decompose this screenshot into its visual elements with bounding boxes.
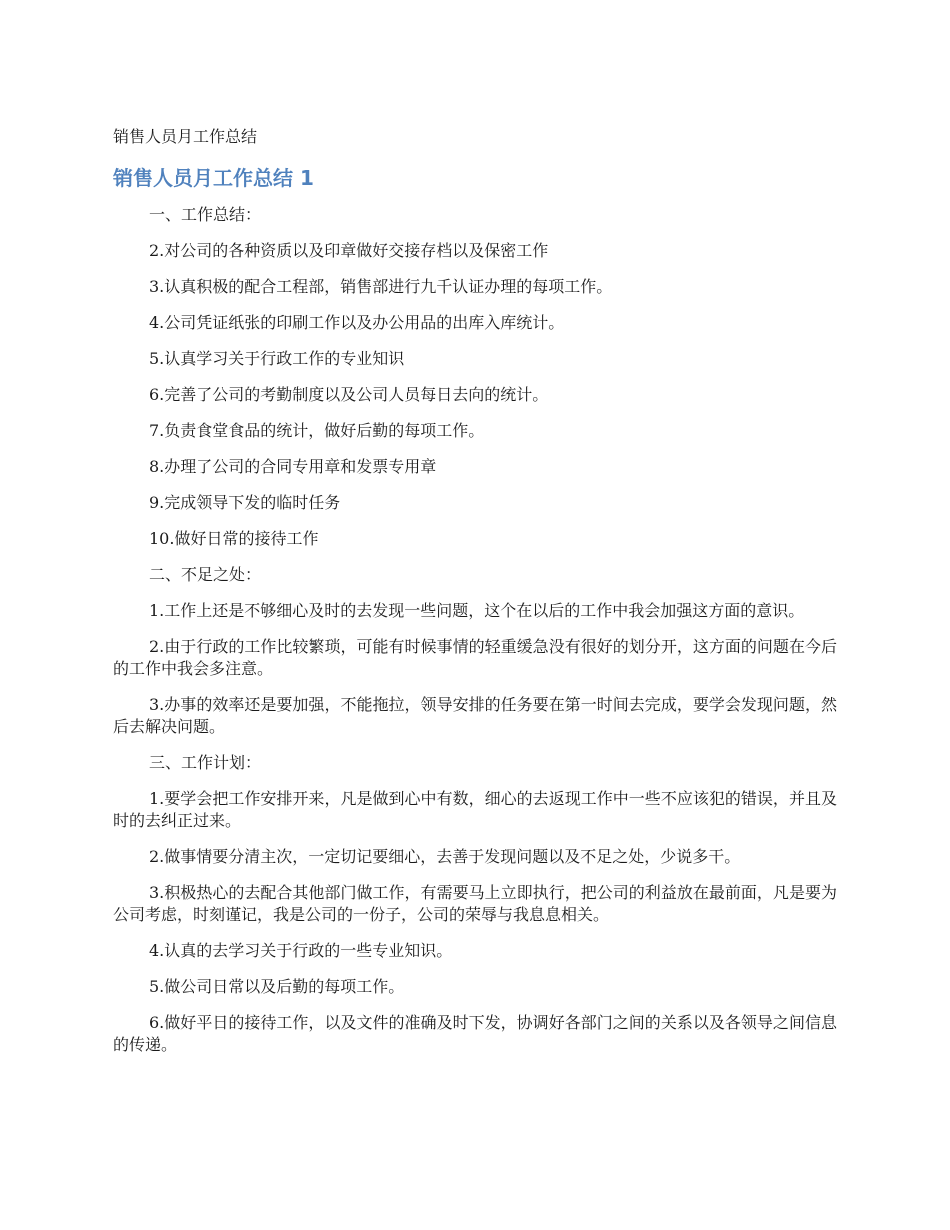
paragraph: 5.做公司日常以及后勤的每项工作。: [149, 977, 405, 996]
paragraph: 1.要学会把工作安排开来，凡是做到心中有数，细心的去返现工作中一些不应该犯的错误，并且及时的去纠正过来。: [113, 789, 837, 830]
paragraph: 3.认真积极的配合工程部，销售部进行九千认证办理的每项工作。: [149, 277, 613, 296]
paragraph: 三、工作计划：: [149, 753, 262, 772]
paragraph: 9.完成领导下发的临时任务: [149, 493, 341, 512]
paragraph: 1.工作上还是不够细心及时的去发现一些问题，这个在以后的工作中我会加强这方面的意识。: [149, 601, 805, 620]
paragraph: 一、工作总结：: [149, 205, 262, 224]
section-heading: 销售人员月工作总结 1: [113, 166, 314, 190]
paragraph: 2.由于行政的工作比较繁琐，可能有时候事情的轻重缓急没有很好的划分开，这方面的问题在今后的工作中我会多注意。: [113, 637, 837, 678]
paragraph: 6.完善了公司的考勤制度以及公司人员每日去向的统计。: [149, 385, 549, 404]
paragraph: 6.做好平日的接待工作，以及文件的准确及时下发，协调好各部门之间的关系以及各领导之间信息的传递。: [113, 1013, 837, 1054]
paragraph: 7.负责食堂食品的统计，做好后勤的每项工作。: [149, 421, 485, 440]
document-body: [113, 204, 837, 1070]
paragraph: 3.积极热心的去配合其他部门做工作，有需要马上立即执行，把公司的利益放在最前面，凡是要为公司考虑，时刻谨记，我是公司的一份子，公司的荣辱与我息息相关。: [113, 883, 837, 924]
document-title: 销售人员月工作总结: [113, 127, 258, 146]
paragraph: 3.办事的效率还是要加强，不能拖拉，领导安排的任务要在第一时间去完成，要学会发现问题，然后去解决问题。: [113, 695, 837, 736]
paragraph: 10.做好日常的接待工作: [149, 529, 319, 548]
paragraph: 4.认真的去学习关于行政的一些专业知识。: [149, 941, 453, 960]
paragraph: 8.办理了公司的合同专用章和发票专用章: [149, 457, 437, 476]
paragraph: 5.认真学习关于行政工作的专业知识: [149, 349, 405, 368]
paragraph: 2.对公司的各种资质以及印章做好交接存档以及保密工作: [149, 241, 549, 260]
paragraph: 2.做事情要分清主次，一定切记要细心，去善于发现问题以及不足之处，少说多干。: [149, 847, 741, 866]
paragraph: 4.公司凭证纸张的印刷工作以及办公用品的出库入库统计。: [149, 313, 565, 332]
paragraph: 二、不足之处：: [149, 565, 262, 584]
